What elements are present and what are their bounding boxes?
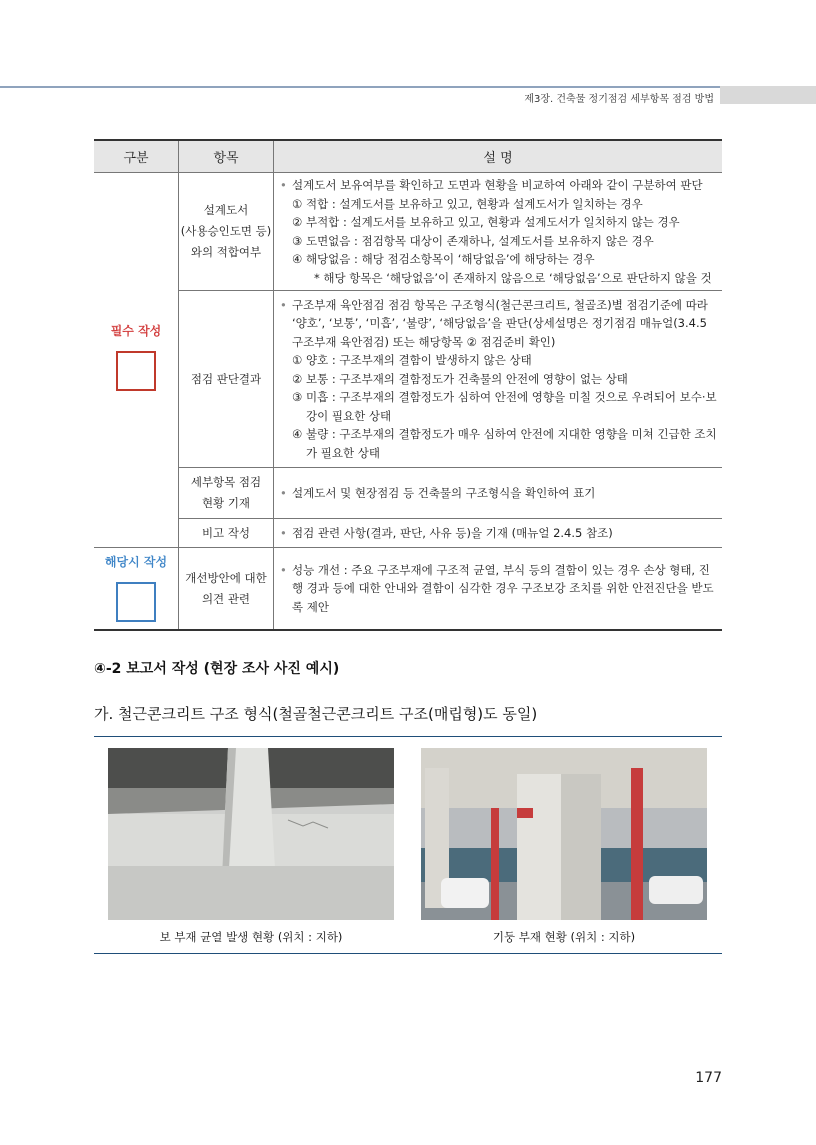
item-line: 점검 판단결과	[190, 371, 262, 386]
inspection-table	[94, 139, 722, 631]
sub-item: ③ 도면없음 : 점검항목 대상이 존재하나, 설계도서를 보유하지 않은 경우	[292, 233, 654, 248]
table-row	[94, 468, 722, 519]
header-rule	[0, 86, 816, 88]
header-tab	[720, 86, 816, 104]
table-header-row	[94, 140, 722, 173]
bullet-text: • 성능 개선 : 주요 구조부재에 구조적 균열, 부식 등의 결함이 있는 경우 손상 형태, 진행 경과 등에 대한 안내와 결함이 심각한 경우 구조보강 조치를 위한 안전진단을 받도록 제안	[280, 561, 718, 617]
sub-item: ④ 불량 : 구조부재의 결함정도가 매우 심하여 안전에 지대한 영향을 미쳐 긴급한 조치가 필요한 상태	[292, 427, 717, 460]
item-line: 와의 적합여부	[190, 245, 262, 259]
bullet-text: • 점검 관련 사항(결과, 판단, 사유 등)을 기재 (매뉴얼 2.4.5 참조)	[280, 524, 718, 543]
sub-item: ② 보통 : 구조부재의 결함정도가 건축물의 안전에 영향이 없는 상태	[292, 371, 628, 386]
bullet-text: • 구조부재 육안점검 점검 항목은 구조형식(철근콘크리트, 철골조)별 점검기준에 따라	[280, 296, 718, 315]
item-cell	[179, 291, 274, 468]
chapter-title: 제3장. 건축물 정기점검 세부항목 점검 방법	[524, 94, 714, 105]
page-number: 177	[695, 1070, 722, 1086]
table-row	[94, 291, 722, 468]
item-cell	[179, 173, 274, 291]
optional-label: 해당시 작성	[104, 555, 168, 569]
bullet-continuation: 구조부재 육안점검) 또는 해당항목 ② 점검준비 확인)	[292, 334, 556, 349]
description-cell	[274, 173, 723, 291]
table-row	[94, 173, 722, 291]
item-cell	[179, 519, 274, 548]
photo-bottom-rule	[94, 953, 722, 954]
item-cell	[179, 548, 274, 631]
beam-crack-photo	[108, 748, 394, 920]
description-cell	[274, 548, 723, 631]
required-checkbox	[116, 351, 156, 391]
item-line: (사용승인도면 등)	[180, 224, 272, 238]
right-caption: 기둥 부재 현황 (위치 : 지하)	[492, 930, 636, 944]
bullet-text: • 설계도서 보유여부를 확인하고 도면과 현황을 비교하여 아래와 같이 구분하여 판단	[280, 176, 718, 195]
item-line: 현황 기재	[201, 496, 251, 510]
table-row	[94, 519, 722, 548]
column-header: 항목	[179, 140, 274, 173]
sub-item: ① 적합 : 설계도서를 보유하고 있고, 현황과 설계도서가 일치하는 경우	[292, 196, 643, 211]
sub-item: ④ 해당없음 : 해당 점검소항목이 ‘해당없음’에 해당하는 경우	[292, 252, 595, 266]
optional-checkbox	[116, 582, 156, 622]
column-header: 구분	[94, 140, 179, 173]
section-heading: ④-2 보고서 작성 (현장 조사 사진 예시)	[94, 661, 340, 677]
table-row	[94, 548, 722, 631]
sub-item: ② 부적합 : 설계도서를 보유하고 있고, 현황과 설계도서가 일치하지 않는 경우	[292, 215, 680, 229]
item-cell	[179, 468, 274, 519]
sub-item: ③ 미흡 : 구조부재의 결함정도가 심하여 안전에 영향을 미칠 것으로 우려되어 보수·보강이 필요한 상태	[292, 390, 717, 423]
category-required	[94, 173, 179, 548]
description-cell	[274, 468, 723, 519]
column-header: 설 명	[274, 140, 723, 173]
item-line: 세부항목 점검	[190, 475, 262, 489]
note-text: * 해당 항목은 ‘해당없음’이 존재하지 않음으로 ‘해당없음’으로 판단하지 않을 것	[314, 270, 712, 285]
item-line: 설계도서	[203, 203, 249, 217]
item-line: 의견 관련	[201, 591, 251, 606]
sub-item: ① 양호 : 구조부재의 결함이 발생하지 않은 상태	[292, 353, 532, 368]
category-optional	[94, 548, 179, 631]
description-cell	[274, 291, 723, 468]
left-caption: 보 부재 균열 발생 현황 (위치 : 지하)	[159, 930, 343, 944]
description-cell	[274, 519, 723, 548]
required-label: 필수 작성	[110, 324, 162, 338]
item-line: 개선방안에 대한	[185, 570, 267, 585]
column-photo	[421, 748, 707, 920]
photo-top-rule	[94, 736, 722, 737]
item-line: 비고 작성	[201, 525, 251, 540]
bullet-continuation: ‘양호’, ‘보통’, ‘미흡’, ‘불량’, ‘해당없음’을 판단(상세설명은 정기점검 매뉴얼(3.4.5	[292, 316, 707, 331]
bullet-text: • 설계도서 및 현장점검 등 건축물의 구조형식을 확인하여 표기	[280, 484, 718, 503]
section-subheading: 가. 철근콘크리트 구조 형식(철골철근콘크리트 구조(매립형)도 동일)	[94, 705, 538, 723]
